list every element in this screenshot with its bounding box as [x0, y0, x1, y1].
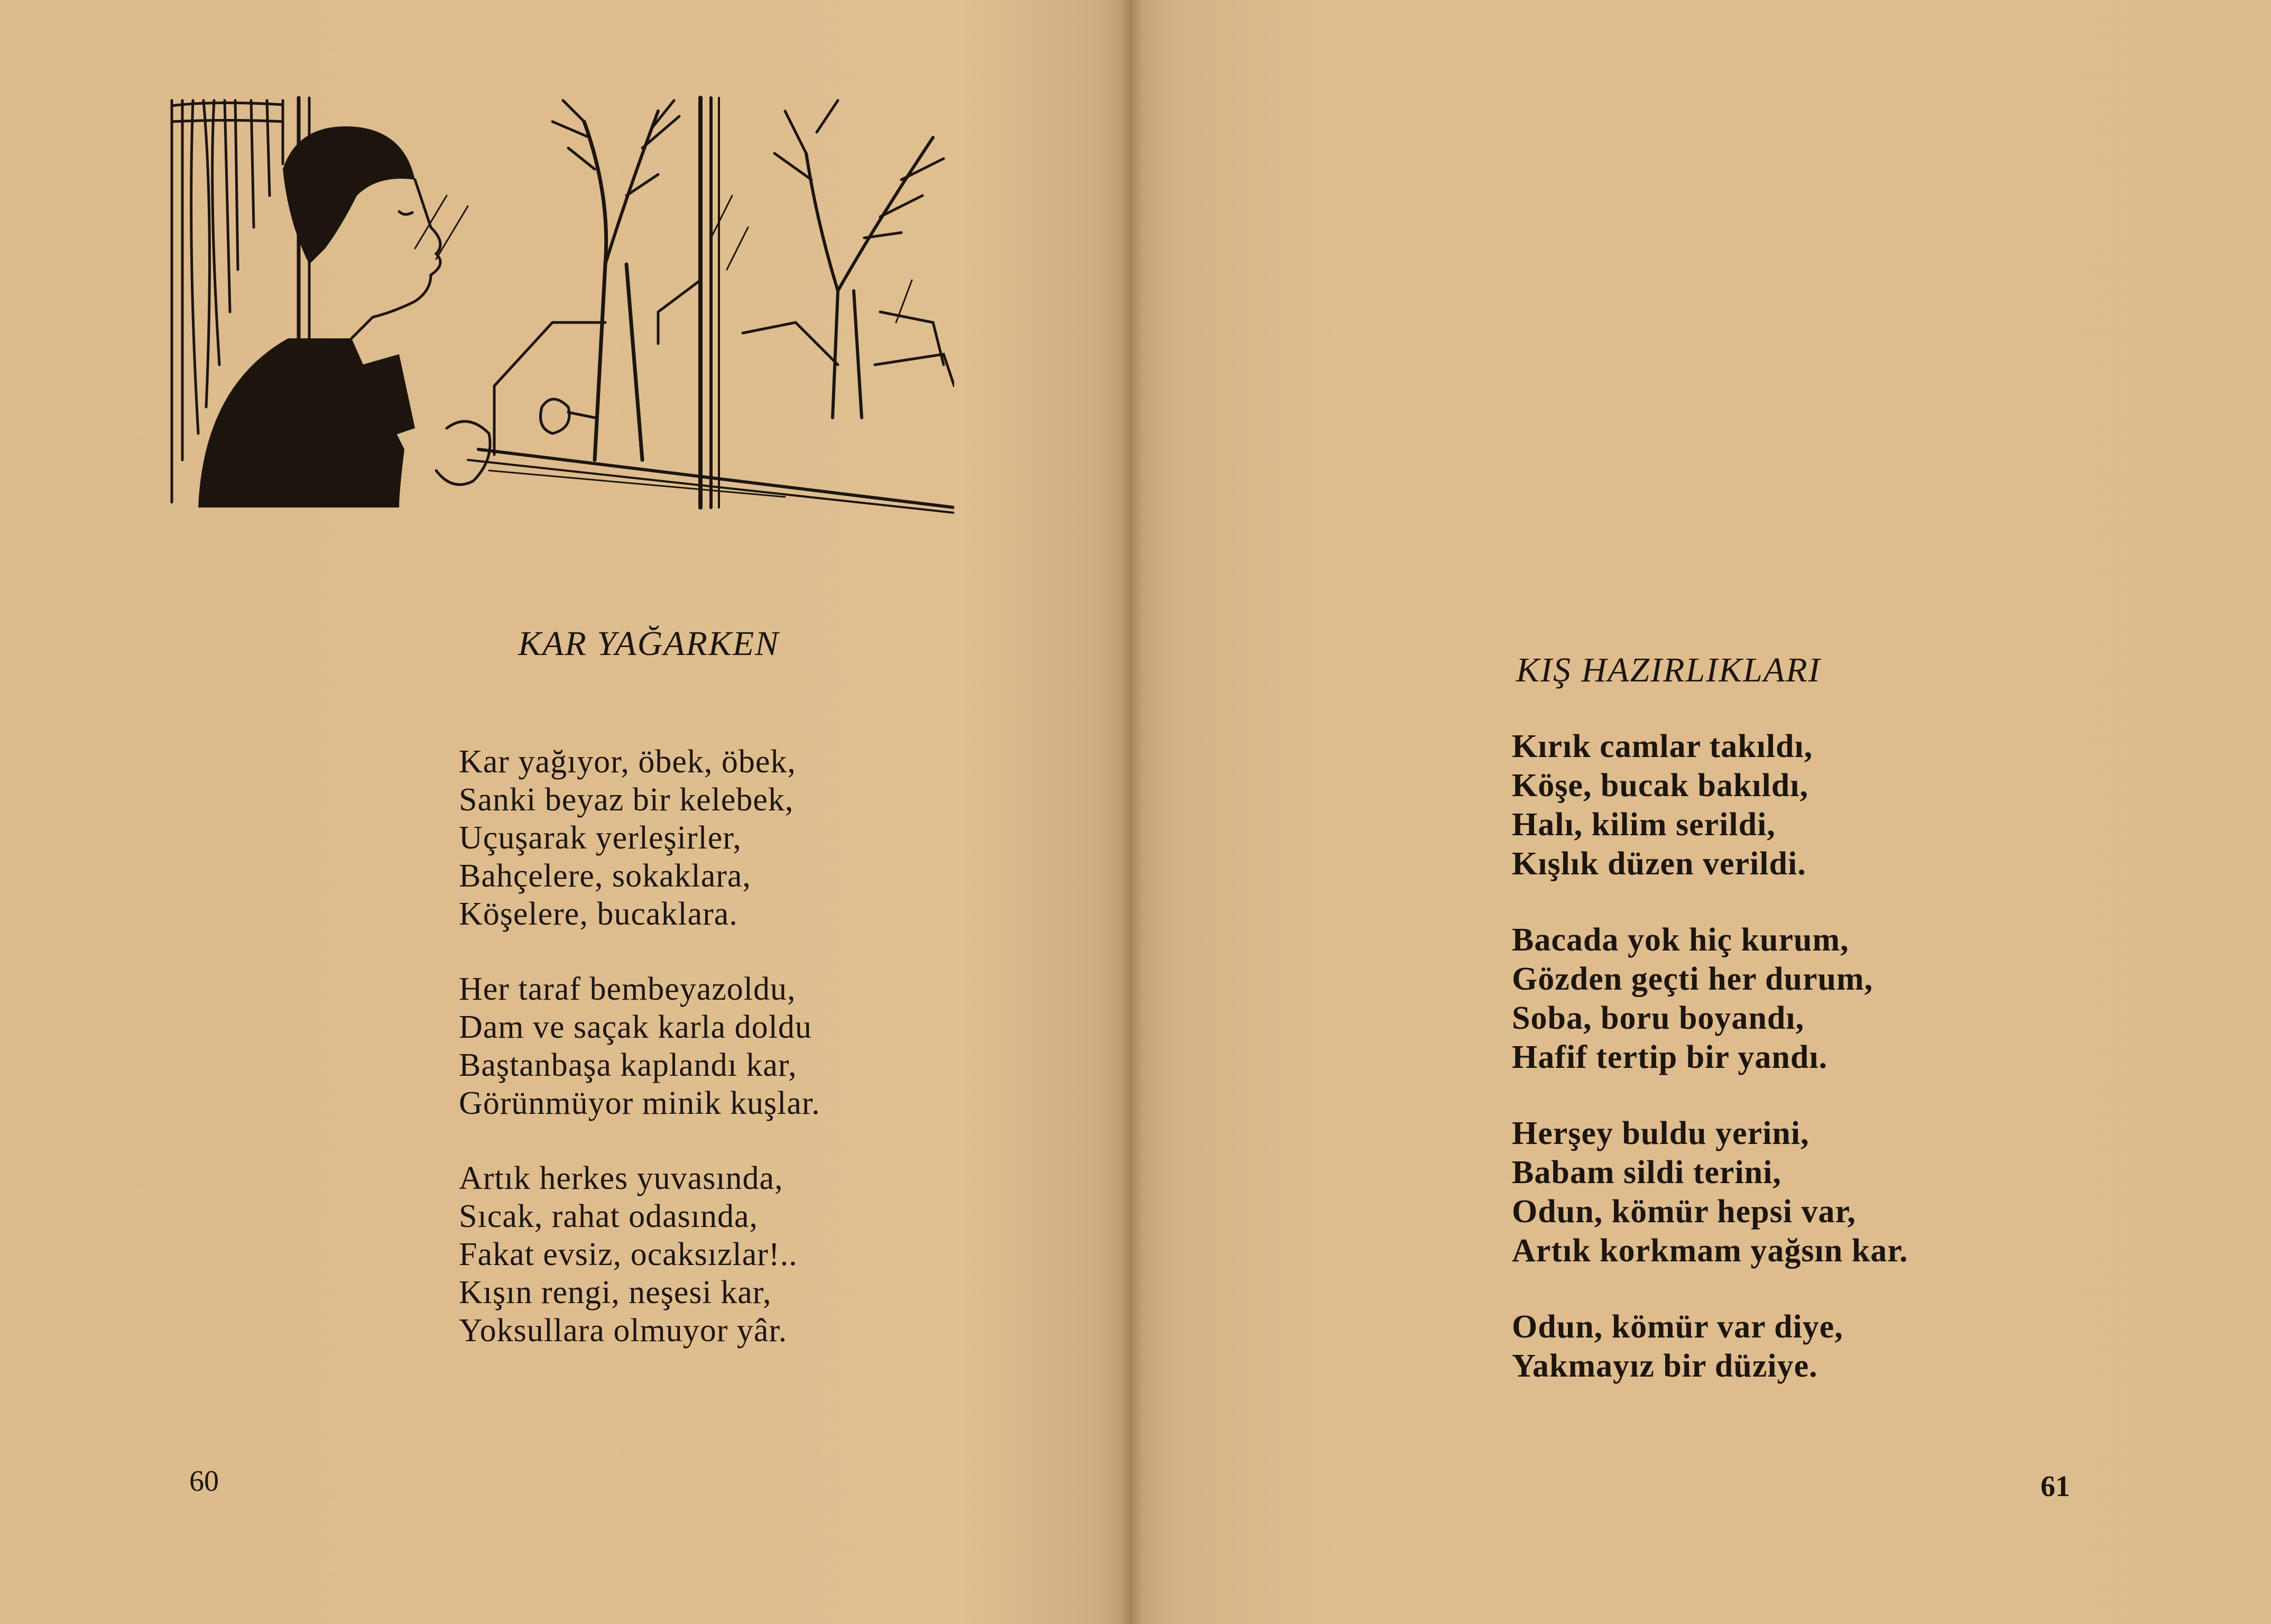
poem-line: Odun, kömür hepsi var,: [1512, 1194, 1856, 1230]
poem-line: Herşey buldu yerini,: [1512, 1115, 1810, 1151]
stanza: [459, 970, 820, 1122]
poem-body-kis-hazirliklari: [1512, 727, 1908, 1423]
poem-line: Sıcak, rahat odasında,: [459, 1198, 759, 1234]
poem-line: Artık herkes yuvasında,: [459, 1160, 783, 1196]
poem-line: Kışlık düzen verildi.: [1512, 846, 1806, 882]
poem-title-kar-yagarken: KAR YAĞARKEN: [518, 624, 780, 663]
stanza: [459, 1159, 820, 1350]
poem-line: Kırık camlar takıldı,: [1512, 728, 1813, 764]
stanza: [1512, 1307, 1908, 1386]
stanza: [1512, 920, 1908, 1077]
poem-line: Kışın rengi, neşesi kar,: [459, 1275, 772, 1311]
poem-line: Köşelere, bucaklara.: [459, 896, 738, 932]
left-page: [0, 0, 1131, 1624]
poem-line: Odun, kömür var diye,: [1512, 1309, 1843, 1345]
poem-line: Babam sildi terini,: [1512, 1155, 1781, 1191]
poem-line: Halı, kilim serildi,: [1512, 807, 1776, 843]
book-gutter: [1121, 0, 1142, 1624]
right-page: [1131, 0, 2271, 1624]
poem-line: Sanki beyaz bir kelebek,: [459, 782, 794, 818]
poem-line: Uçuşarak yerleşirler,: [459, 820, 742, 856]
stanza: [1512, 727, 1908, 883]
stanza: [1512, 1114, 1908, 1270]
poem-line: Gözden geçti her durum,: [1512, 961, 1873, 997]
poem-line: Her taraf bembeyazoldu,: [459, 971, 796, 1007]
poem-line: Köşe, bucak bakıldı,: [1512, 768, 1808, 804]
page-number: 61: [2041, 1470, 2070, 1503]
poem-line: Soba, boru boyandı,: [1512, 1000, 1805, 1036]
poem-line: Yakmayız bir düziye.: [1512, 1348, 1818, 1384]
poem-line: Bacada yok hiç kurum,: [1512, 922, 1849, 958]
poem-line: Fakat evsiz, ocaksızlar!..: [459, 1237, 798, 1272]
poem-line: Bahçelere, sokaklara,: [459, 858, 751, 894]
poem-line: Baştanbaşa kaplandı kar,: [459, 1047, 797, 1083]
poem-line: Görünmüyor minik kuşlar.: [459, 1085, 820, 1121]
poem-line: Artık korkmam yağsın kar.: [1512, 1233, 1908, 1269]
poem-line: Hafif tertip bir yandı.: [1512, 1039, 1828, 1075]
page-number: 60: [189, 1465, 219, 1498]
poem-line: Yoksullara olmuyor yâr.: [459, 1313, 788, 1349]
poem-title-kis-hazirliklari: KIŞ HAZIRLIKLARI: [1516, 651, 1821, 689]
window-scene-illustration: [151, 90, 954, 518]
poem-line: Dam ve saçak karla doldu: [459, 1009, 812, 1045]
poem-body-kar-yagarken: [459, 743, 820, 1387]
poem-line: Kar yağıyor, öbek, öbek,: [459, 744, 796, 780]
stanza: [459, 743, 820, 933]
